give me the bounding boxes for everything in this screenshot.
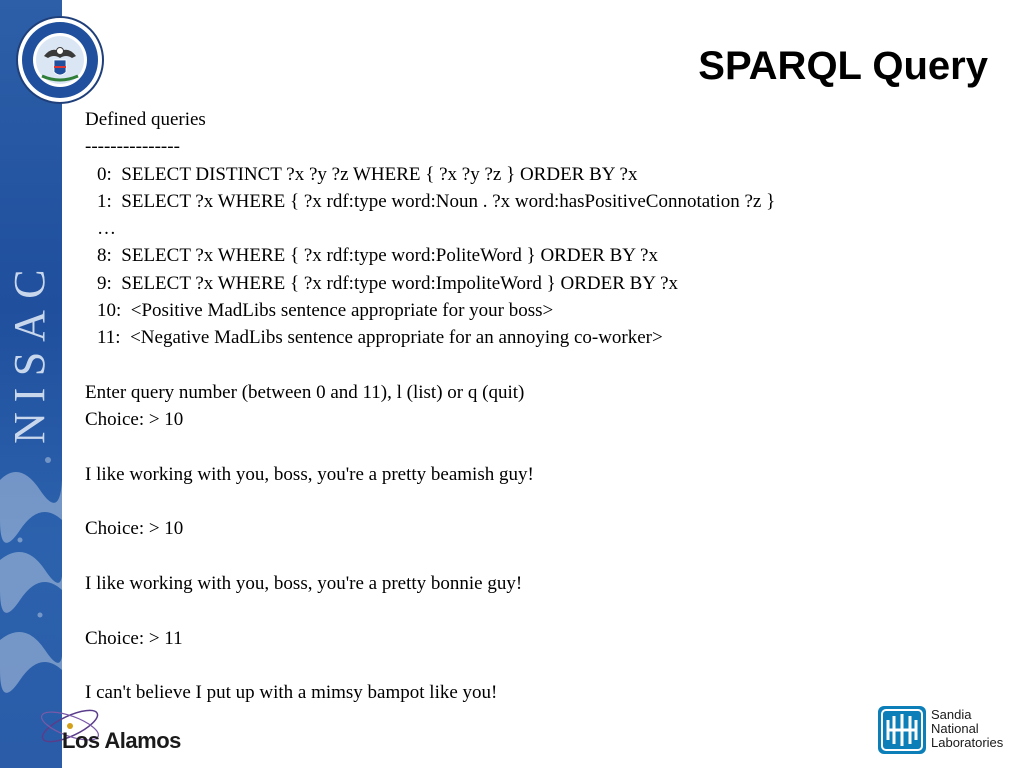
sandia-thunderbird-icon [878,706,926,754]
prompt-line: Enter query number (between 0 and 11), l (list) or q (quit) [85,381,525,403]
blank-line [85,597,985,624]
left-sidebar-band [0,0,62,768]
blank-line [85,488,985,515]
choice-line: Choice: > 11 [85,627,183,649]
los-alamos-logo-text: Los Alamos [62,728,181,753]
query-definition-line: 8: SELECT ?x WHERE { ?x rdf:type word:PoliteWord } ORDER BY ?x [97,245,658,267]
query-definition-line: 9: SELECT ?x WHERE { ?x rdf:type word:ImpoliteWord } ORDER BY ?x [97,272,679,294]
blank-line [85,543,985,570]
result-line: I like working with you, boss, you're a pretty bonnie guy! [85,573,523,595]
nisac-letter-a: A [5,310,54,342]
query-definition-line: 1: SELECT ?x WHERE { ?x rdf:type word:Noun . ?x word:hasPositiveConnotation ?z } [97,190,776,212]
blank-line [85,352,985,379]
result-line: I can't believe I put up with a mimsy bampot like you! [85,682,498,704]
query-definition-line: 11: <Negative MadLibs sentence appropriate for an annoying co-worker> [97,327,663,349]
nisac-letter-i: I [5,387,54,403]
nisac-letter-s: S [5,351,54,377]
ellipsis-line: … [97,218,116,240]
blank-line [85,434,985,461]
query-definition-line: 0: SELECT DISTINCT ?x ?y ?z WHERE { ?x ?y ?z } ORDER BY ?x [97,163,638,185]
result-line: I like working with you, boss, you're a pretty beamish guy! [85,463,534,485]
console-line: Defined queries [85,109,206,130]
slide-title: SPARQL Query [698,44,988,88]
nisac-letter-c: C [5,269,54,299]
query-definition-line: 10: <Positive MadLibs sentence appropriate for your boss> [97,300,554,322]
choice-line: Choice: > 10 [85,518,184,540]
console-line: --------------- [85,136,180,158]
blank-line [85,652,985,679]
choice-line: Choice: > 10 [85,409,184,431]
dhs-seal-icon [16,16,104,104]
console-output [85,106,985,707]
sandia-logo-line-3: Laboratories [931,735,1004,750]
sandia-logo-text [931,708,1003,750]
sandia-logo-line-2: National [931,721,979,736]
sandia-logo-line-1: Sandia [931,707,972,722]
nisac-letter-n: N [5,412,54,444]
